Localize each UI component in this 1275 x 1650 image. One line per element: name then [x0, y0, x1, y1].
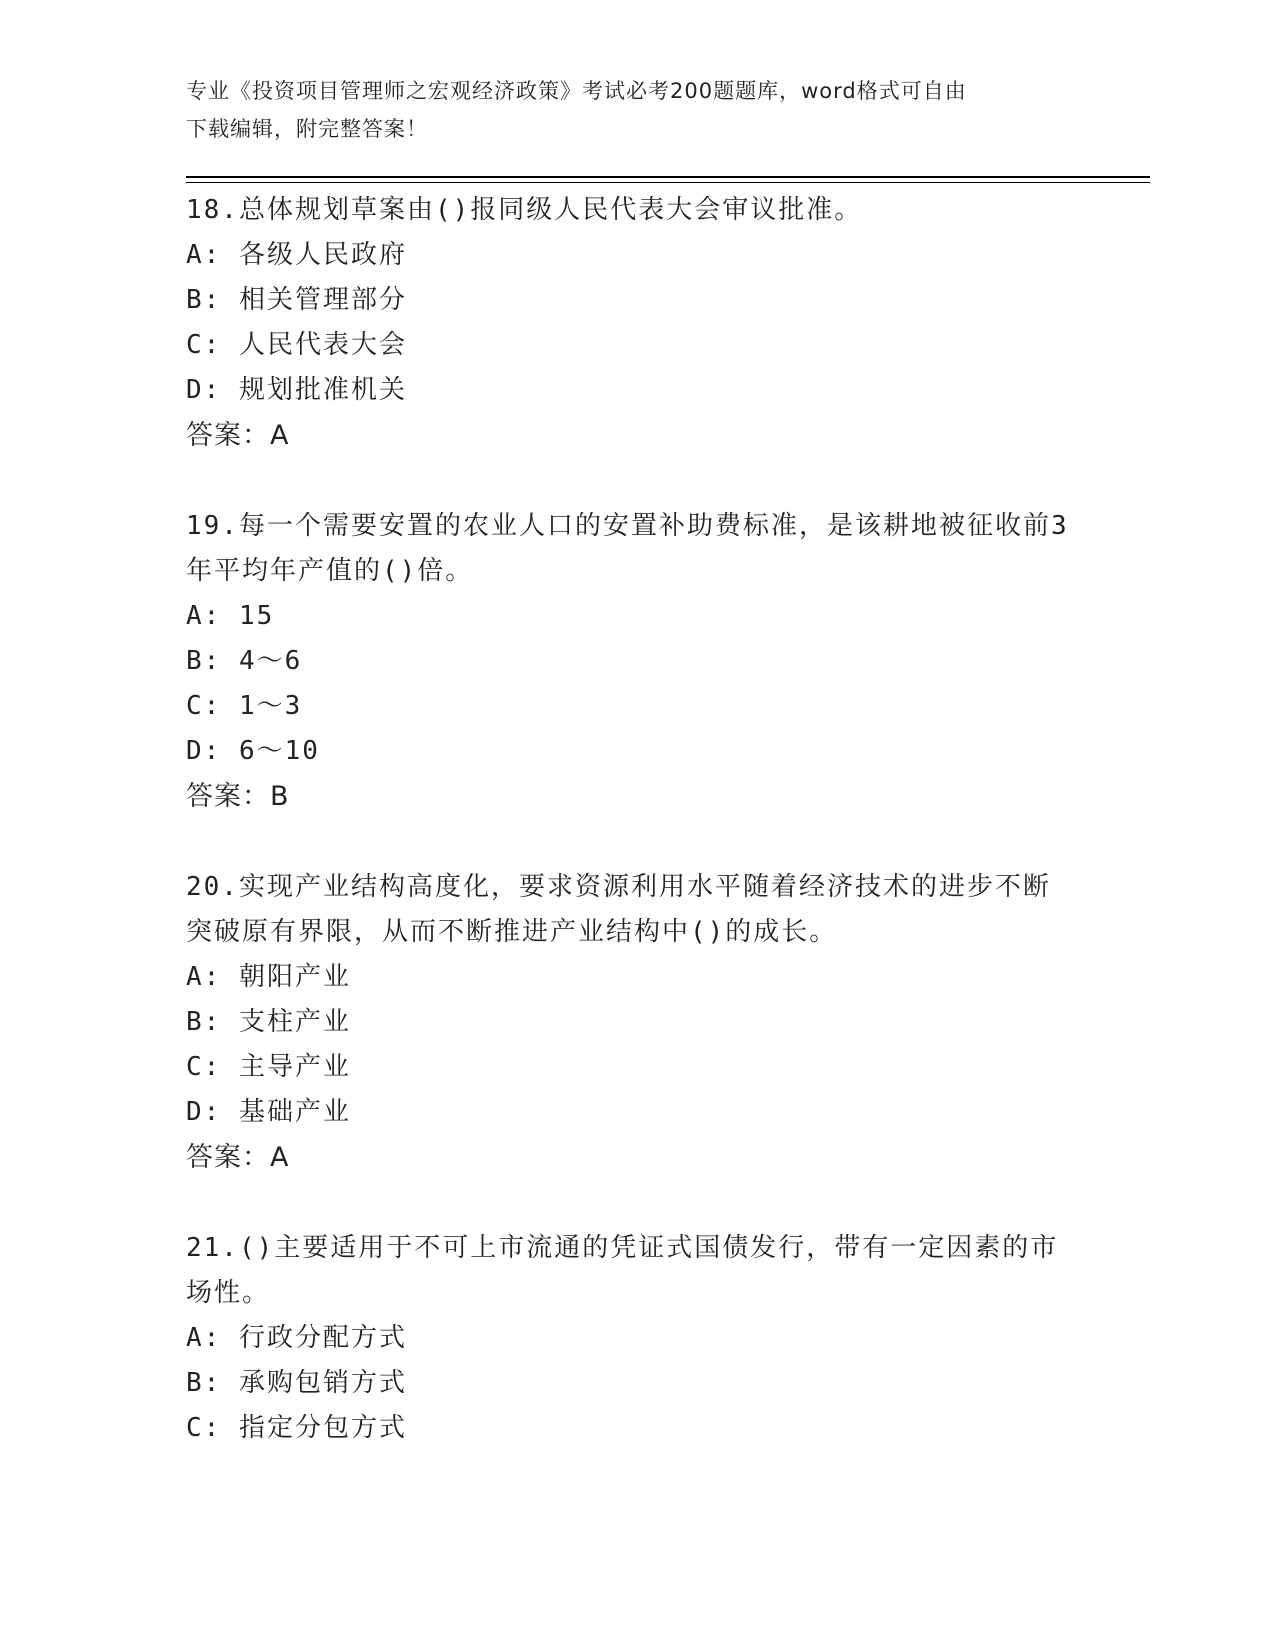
- header-divider-thin: [186, 182, 1150, 183]
- intro-line-1: 专业《投资项目管理师之宏观经济政策》考试必考200题题库，word格式可自由: [186, 79, 967, 103]
- answer-line: 答案：B: [186, 781, 290, 812]
- question-18: [186, 188, 1086, 458]
- question-19: [186, 504, 1086, 819]
- option-b: B: 相关管理部分: [186, 285, 407, 315]
- document-intro: [186, 72, 1066, 148]
- option-a: A: 各级人民政府: [186, 240, 407, 270]
- question-21: [186, 1226, 1086, 1451]
- question-stem: 19.每一个需要安置的农业人口的安置补助费标准，是该耕地被征收前3年平均年产值的()倍。: [186, 511, 1069, 586]
- question-stem: 20.实现产业结构高度化，要求资源利用水平随着经济技术的进步不断突破原有界限，从而不断推进产业结构中()的成长。: [186, 872, 1051, 947]
- option-d: D: 6～10: [186, 736, 320, 766]
- option-b: B: 4～6: [186, 646, 303, 676]
- option-c: C: 指定分包方式: [186, 1413, 407, 1443]
- option-c: C: 主导产业: [186, 1052, 351, 1082]
- question-stem: 21.()主要适用于不可上市流通的凭证式国债发行，带有一定因素的市场性。: [186, 1233, 1059, 1308]
- option-b: B: 支柱产业: [186, 1007, 351, 1037]
- option-a: A: 朝阳产业: [186, 962, 351, 992]
- answer-line: 答案：A: [186, 1142, 290, 1173]
- question-list: [186, 188, 1086, 1497]
- question-stem: 18.总体规划草案由()报同级人民代表大会审议批准。: [186, 195, 863, 225]
- option-c: C: 1～3: [186, 691, 303, 721]
- header-divider-thick: [186, 176, 1150, 178]
- question-20: [186, 865, 1086, 1180]
- option-d: D: 规划批准机关: [186, 375, 407, 405]
- option-a: A: 行政分配方式: [186, 1323, 407, 1353]
- option-b: B: 承购包销方式: [186, 1368, 407, 1398]
- intro-line-2: 下载编辑，附完整答案！: [186, 117, 428, 141]
- answer-line: 答案：A: [186, 420, 290, 451]
- option-c: C: 人民代表大会: [186, 330, 407, 360]
- option-d: D: 基础产业: [186, 1097, 351, 1127]
- option-a: A: 15: [186, 601, 275, 631]
